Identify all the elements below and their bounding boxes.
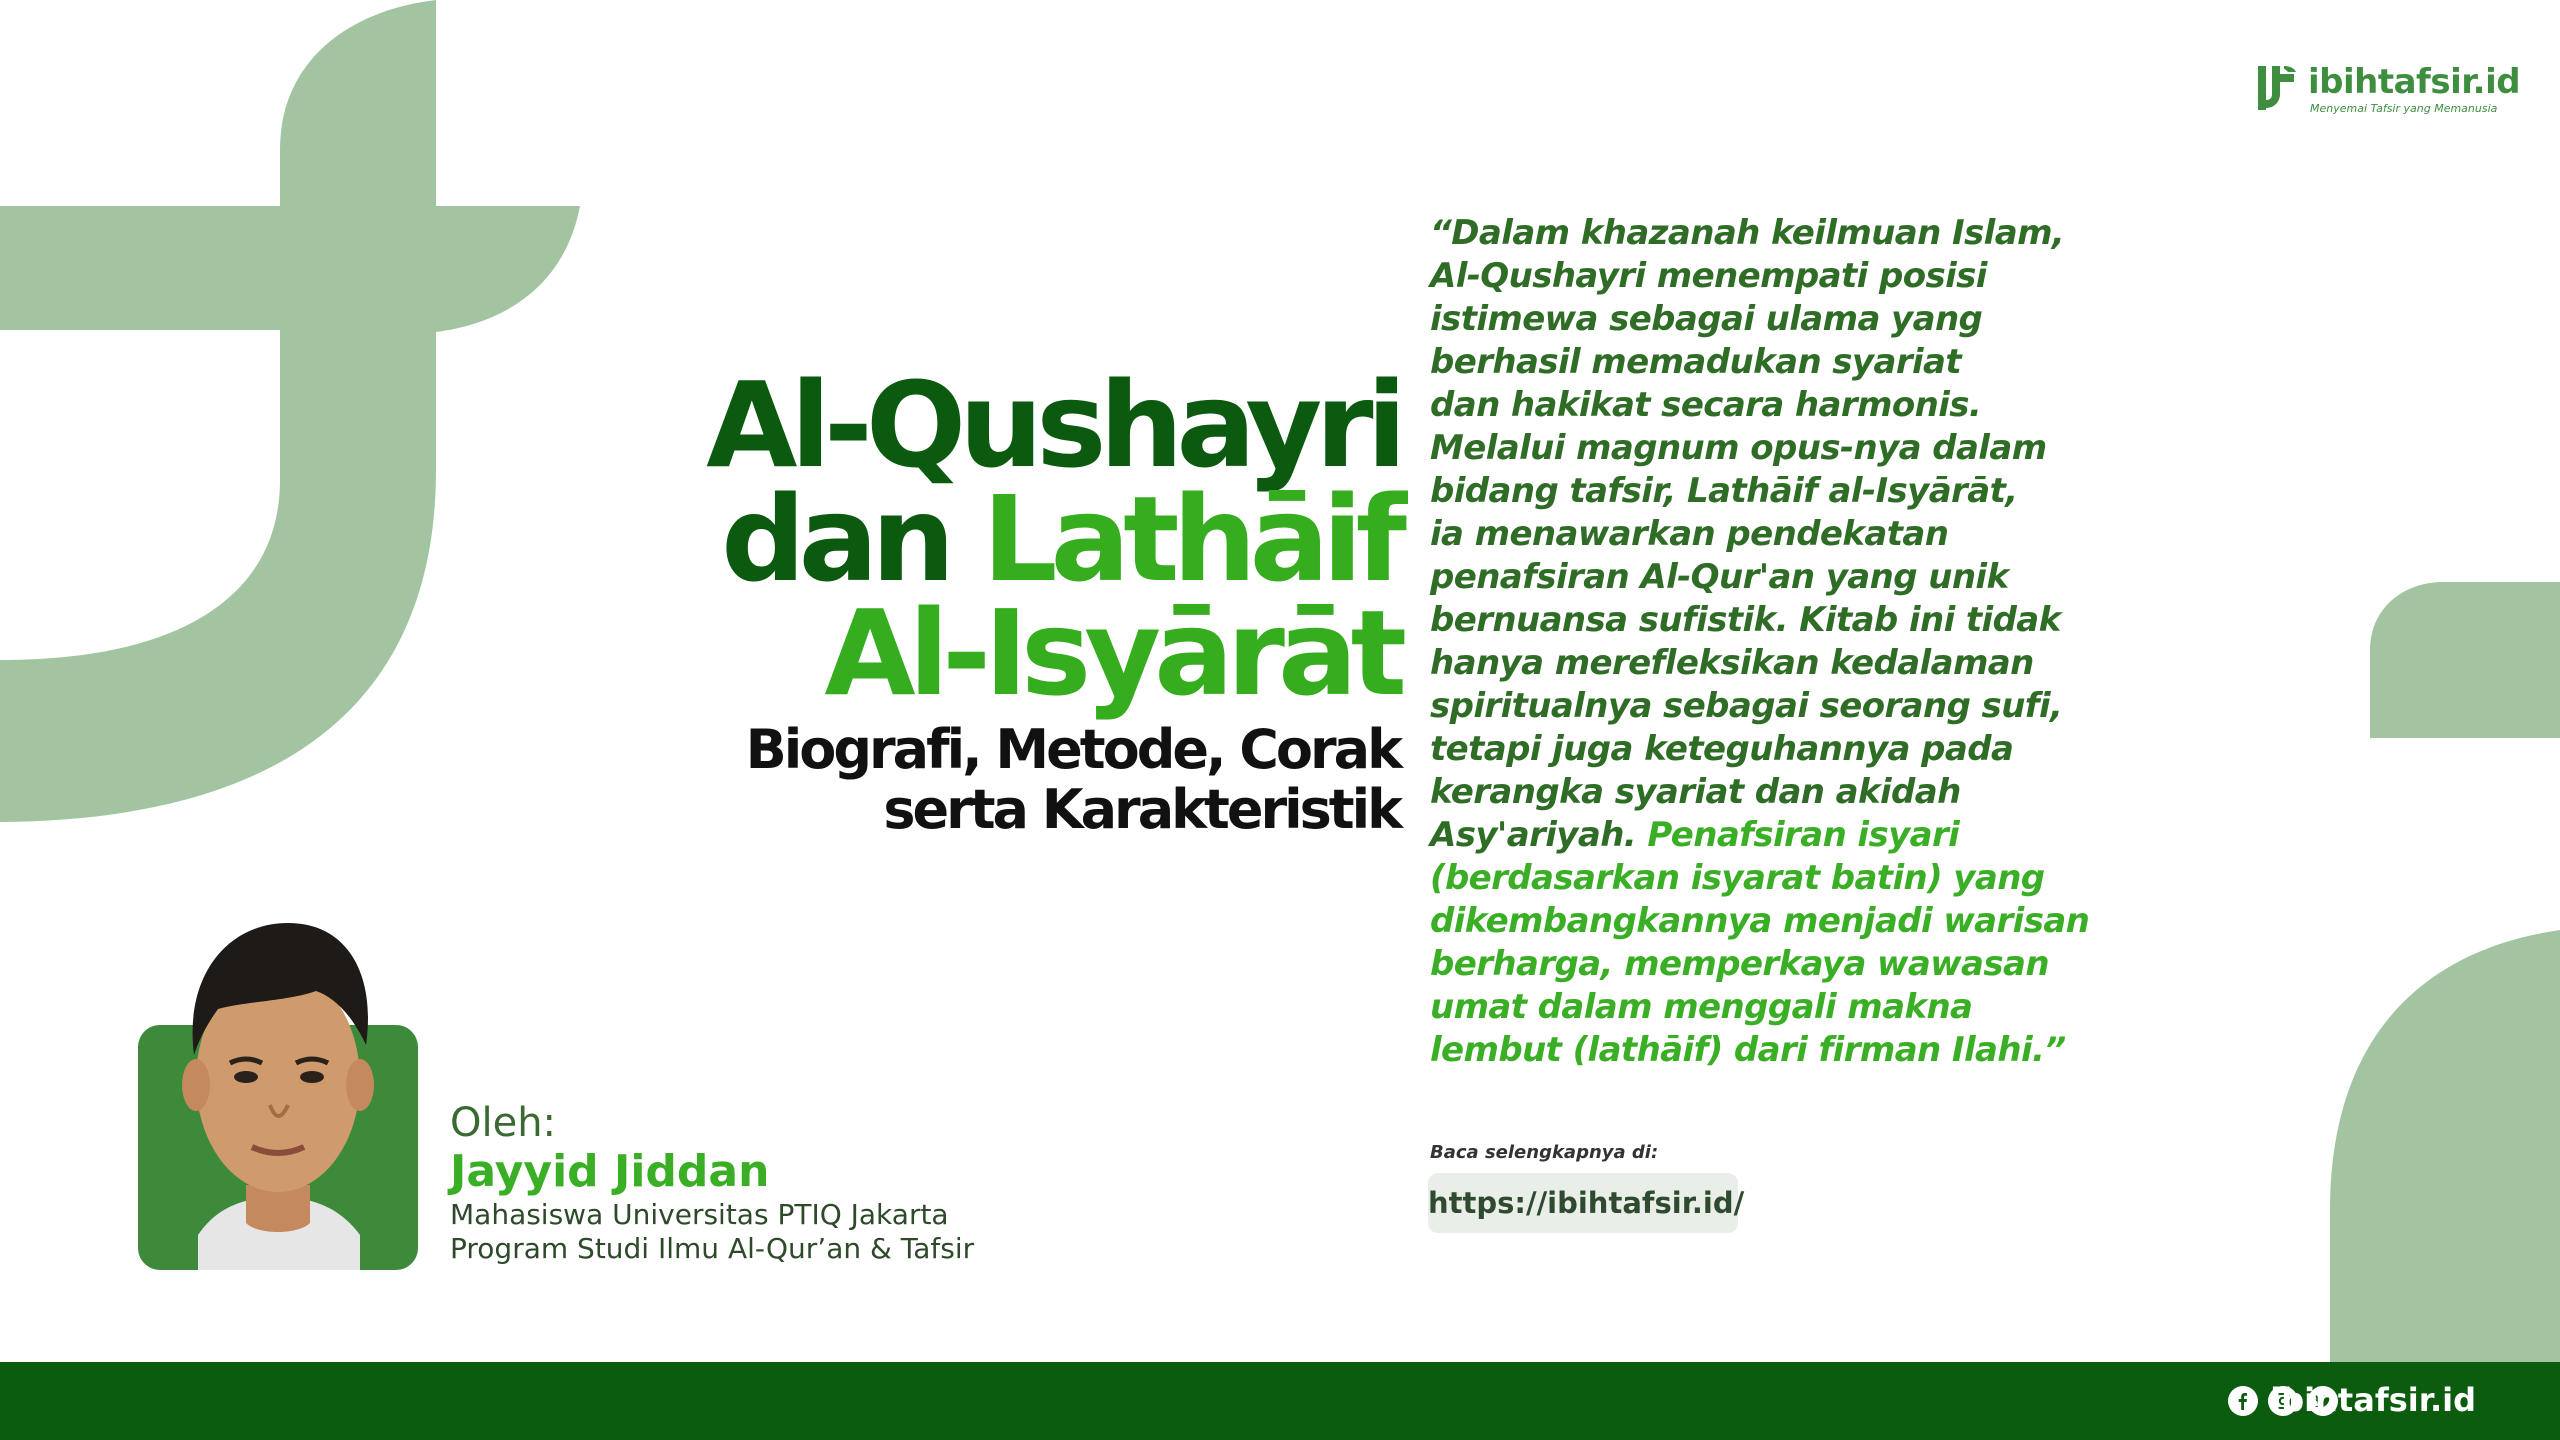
- quote-line: spiritualnya sebagai seorang sufi,: [1430, 686, 2063, 726]
- quote-line: dan hakikat secara harmonis.: [1430, 385, 1982, 425]
- brand-tagline: Menyemai Tafsir yang Memanusia: [2310, 102, 2498, 115]
- quote-line-mixed: [1430, 814, 2130, 857]
- quote-line: Al-Qushayri menempati posisi: [1430, 256, 1987, 296]
- quote-highlight-text: Penafsiran isyari: [1647, 815, 1960, 855]
- quote-line: bidang tafsir, Lathāif al-Isyārāt,: [1430, 471, 2018, 511]
- quote-normal-text: Asy'ariyah.: [1430, 815, 1648, 855]
- left-leaf-shape: [0, 0, 580, 822]
- title-line-3: Al-Isyārāt: [824, 584, 1400, 722]
- quote-line: “Dalam khazanah keilmuan Islam,: [1430, 213, 2065, 253]
- ibihtafsir-logo-icon: [2250, 62, 2302, 114]
- quote-line: hanya merefleksikan kedalaman: [1430, 643, 2034, 683]
- author-info: [450, 1100, 1010, 1266]
- quote-line: kerangka syariat dan akidah: [1430, 772, 1961, 812]
- right-leaf-shape: [2330, 582, 2560, 1362]
- footer-site-name[interactable]: ibihtafsir.id: [2270, 1381, 2476, 1419]
- excerpt-quote: [1430, 212, 2130, 1072]
- quote-line: bernuansa sufistik. Kitab ini tidak: [1430, 600, 2061, 640]
- title-line-2-bright: Lathāif: [982, 470, 1400, 608]
- subtitle-line-1: Biografi, Metode, Corak: [745, 718, 1400, 781]
- facebook-icon[interactable]: [2228, 1386, 2258, 1416]
- author-name: Jayyid Jiddan: [450, 1146, 770, 1197]
- quote-line: Melalui magnum opus-nya dalam: [1430, 428, 2047, 468]
- quote-line: tetapi juga keteguhannya pada: [1430, 729, 2014, 769]
- quote-line: ia menawarkan pendekatan: [1430, 514, 1949, 554]
- author-affiliation-university: Mahasiswa Universitas PTIQ Jakarta: [450, 1198, 949, 1231]
- quote-highlight-line: lembut (lathāif) dari firman Ilahi.”: [1430, 1030, 2066, 1070]
- title-line-2-dark: dan: [721, 470, 983, 608]
- quote-highlight-line: dikembangkannya menjadi warisan: [1430, 901, 2090, 941]
- quote-highlight-line: umat dalam menggali makna: [1430, 987, 1973, 1027]
- quote-line: penafsiran Al-Qur'an yang unik: [1430, 557, 2009, 597]
- footer-bar: [0, 1362, 2560, 1440]
- read-more-label: Baca selengkapnya di:: [1430, 1142, 1659, 1163]
- quote-highlight-line: berharga, memperkaya wawasan: [1430, 944, 2049, 984]
- quote-line: berhasil memadukan syariat: [1430, 342, 1962, 382]
- subtitle: [560, 720, 1400, 840]
- subtitle-line-2: serta Karakteristik: [883, 778, 1400, 841]
- title-line-1: Al-Qushayri: [706, 356, 1400, 494]
- author-photo: [138, 905, 418, 1270]
- brand-logo[interactable]: [2250, 62, 2521, 122]
- title-line-2: [560, 470, 1400, 608]
- brand-name: ibihtafsir.id: [2308, 62, 2521, 102]
- quote-line: istimewa sebagai ulama yang: [1430, 299, 1983, 339]
- article-title: [560, 356, 1400, 841]
- author-affiliation-program: Program Studi Ilmu Al-Qur’an & Tafsir: [450, 1232, 975, 1265]
- quote-highlight-line: (berdasarkan isyarat batin) yang: [1430, 858, 2045, 898]
- article-link[interactable]: https://ibihtafsir.id/: [1428, 1173, 1738, 1233]
- author-prefix: Oleh:: [450, 1100, 557, 1146]
